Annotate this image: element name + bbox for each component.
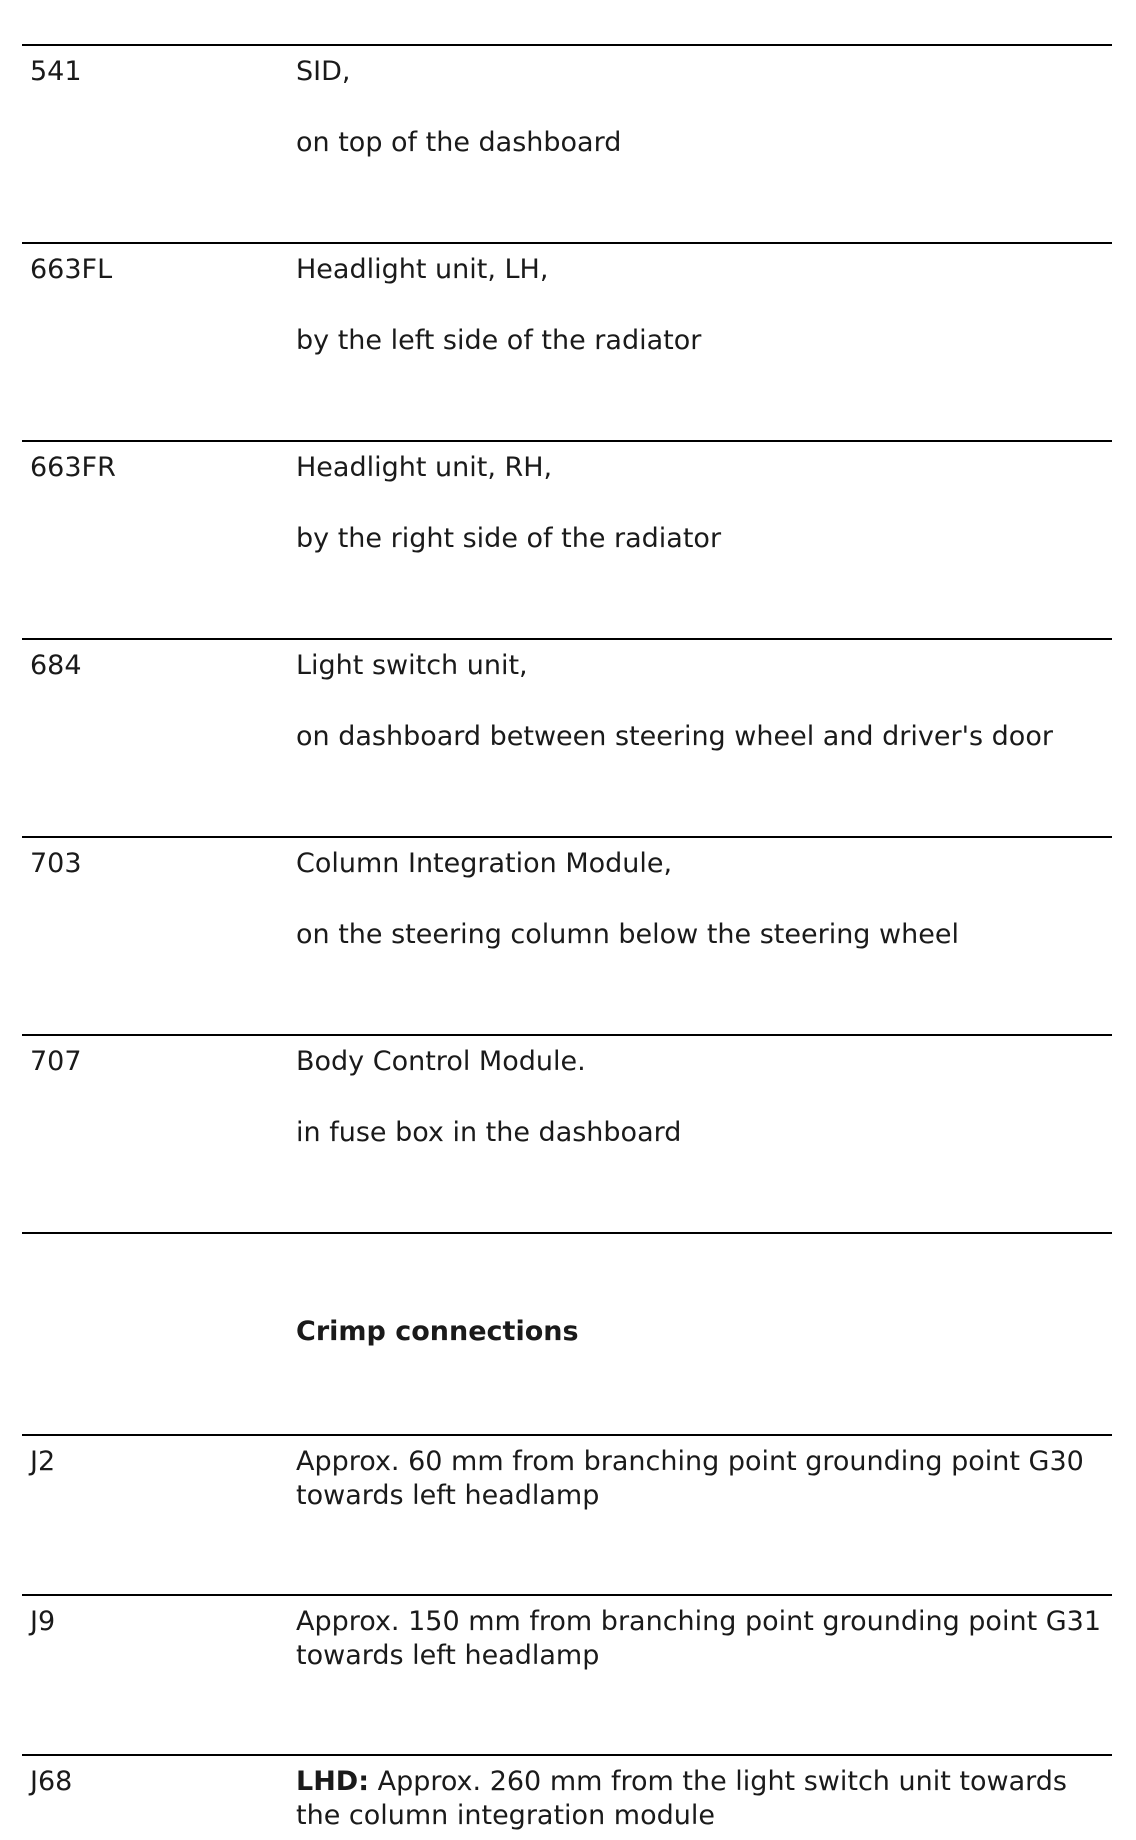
row-divider [22, 1594, 1112, 1596]
component-code: 663FR [30, 452, 116, 483]
crimp-code: J68 [30, 1766, 73, 1797]
component-code: 684 [30, 650, 82, 681]
crimp-prefix: LHD: [296, 1766, 370, 1797]
row-divider [22, 1232, 1112, 1234]
row-divider [22, 638, 1112, 640]
component-location: by the left side of the radiator [296, 325, 702, 356]
component-name: Headlight unit, RH, [296, 452, 553, 483]
component-name: Column Integration Module, [296, 848, 673, 879]
component-code: 707 [30, 1046, 82, 1077]
crimp-description [296, 1605, 1112, 1673]
row-divider [22, 1754, 1112, 1756]
crimp-text: Approx. 150 mm from branching point grounding point G31 towards left headlamp [296, 1606, 1102, 1671]
component-name: SID, [296, 56, 351, 87]
row-divider [22, 440, 1112, 442]
component-location: on the steering column below the steering wheel [296, 919, 959, 950]
row-divider [22, 1434, 1112, 1436]
component-code: 663FL [30, 254, 113, 285]
crimp-text: Approx. 60 mm from branching point grounding point G30 towards left headlamp [296, 1446, 1084, 1511]
row-divider [22, 242, 1112, 244]
component-name: Light switch unit, [296, 650, 528, 681]
component-location: by the right side of the radiator [296, 523, 722, 554]
section-heading: Crimp connections [296, 1316, 579, 1347]
component-name: Headlight unit, LH, [296, 254, 549, 285]
crimp-text: Approx. 260 mm from the light switch unit towards the column integration module [296, 1766, 1067, 1831]
row-divider [22, 1034, 1112, 1036]
crimp-description [296, 1765, 1112, 1833]
component-code: 703 [30, 848, 82, 879]
component-location: in fuse box in the dashboard [296, 1117, 682, 1148]
crimp-code: J2 [30, 1446, 56, 1477]
row-divider [22, 836, 1112, 838]
crimp-description [296, 1445, 1112, 1513]
row-divider [22, 44, 1112, 46]
component-location: on top of the dashboard [296, 127, 622, 158]
component-code: 541 [30, 56, 82, 87]
component-location: on dashboard between steering wheel and driver's door [296, 721, 1053, 752]
component-name: Body Control Module. [296, 1046, 586, 1077]
crimp-code: J9 [30, 1606, 56, 1637]
